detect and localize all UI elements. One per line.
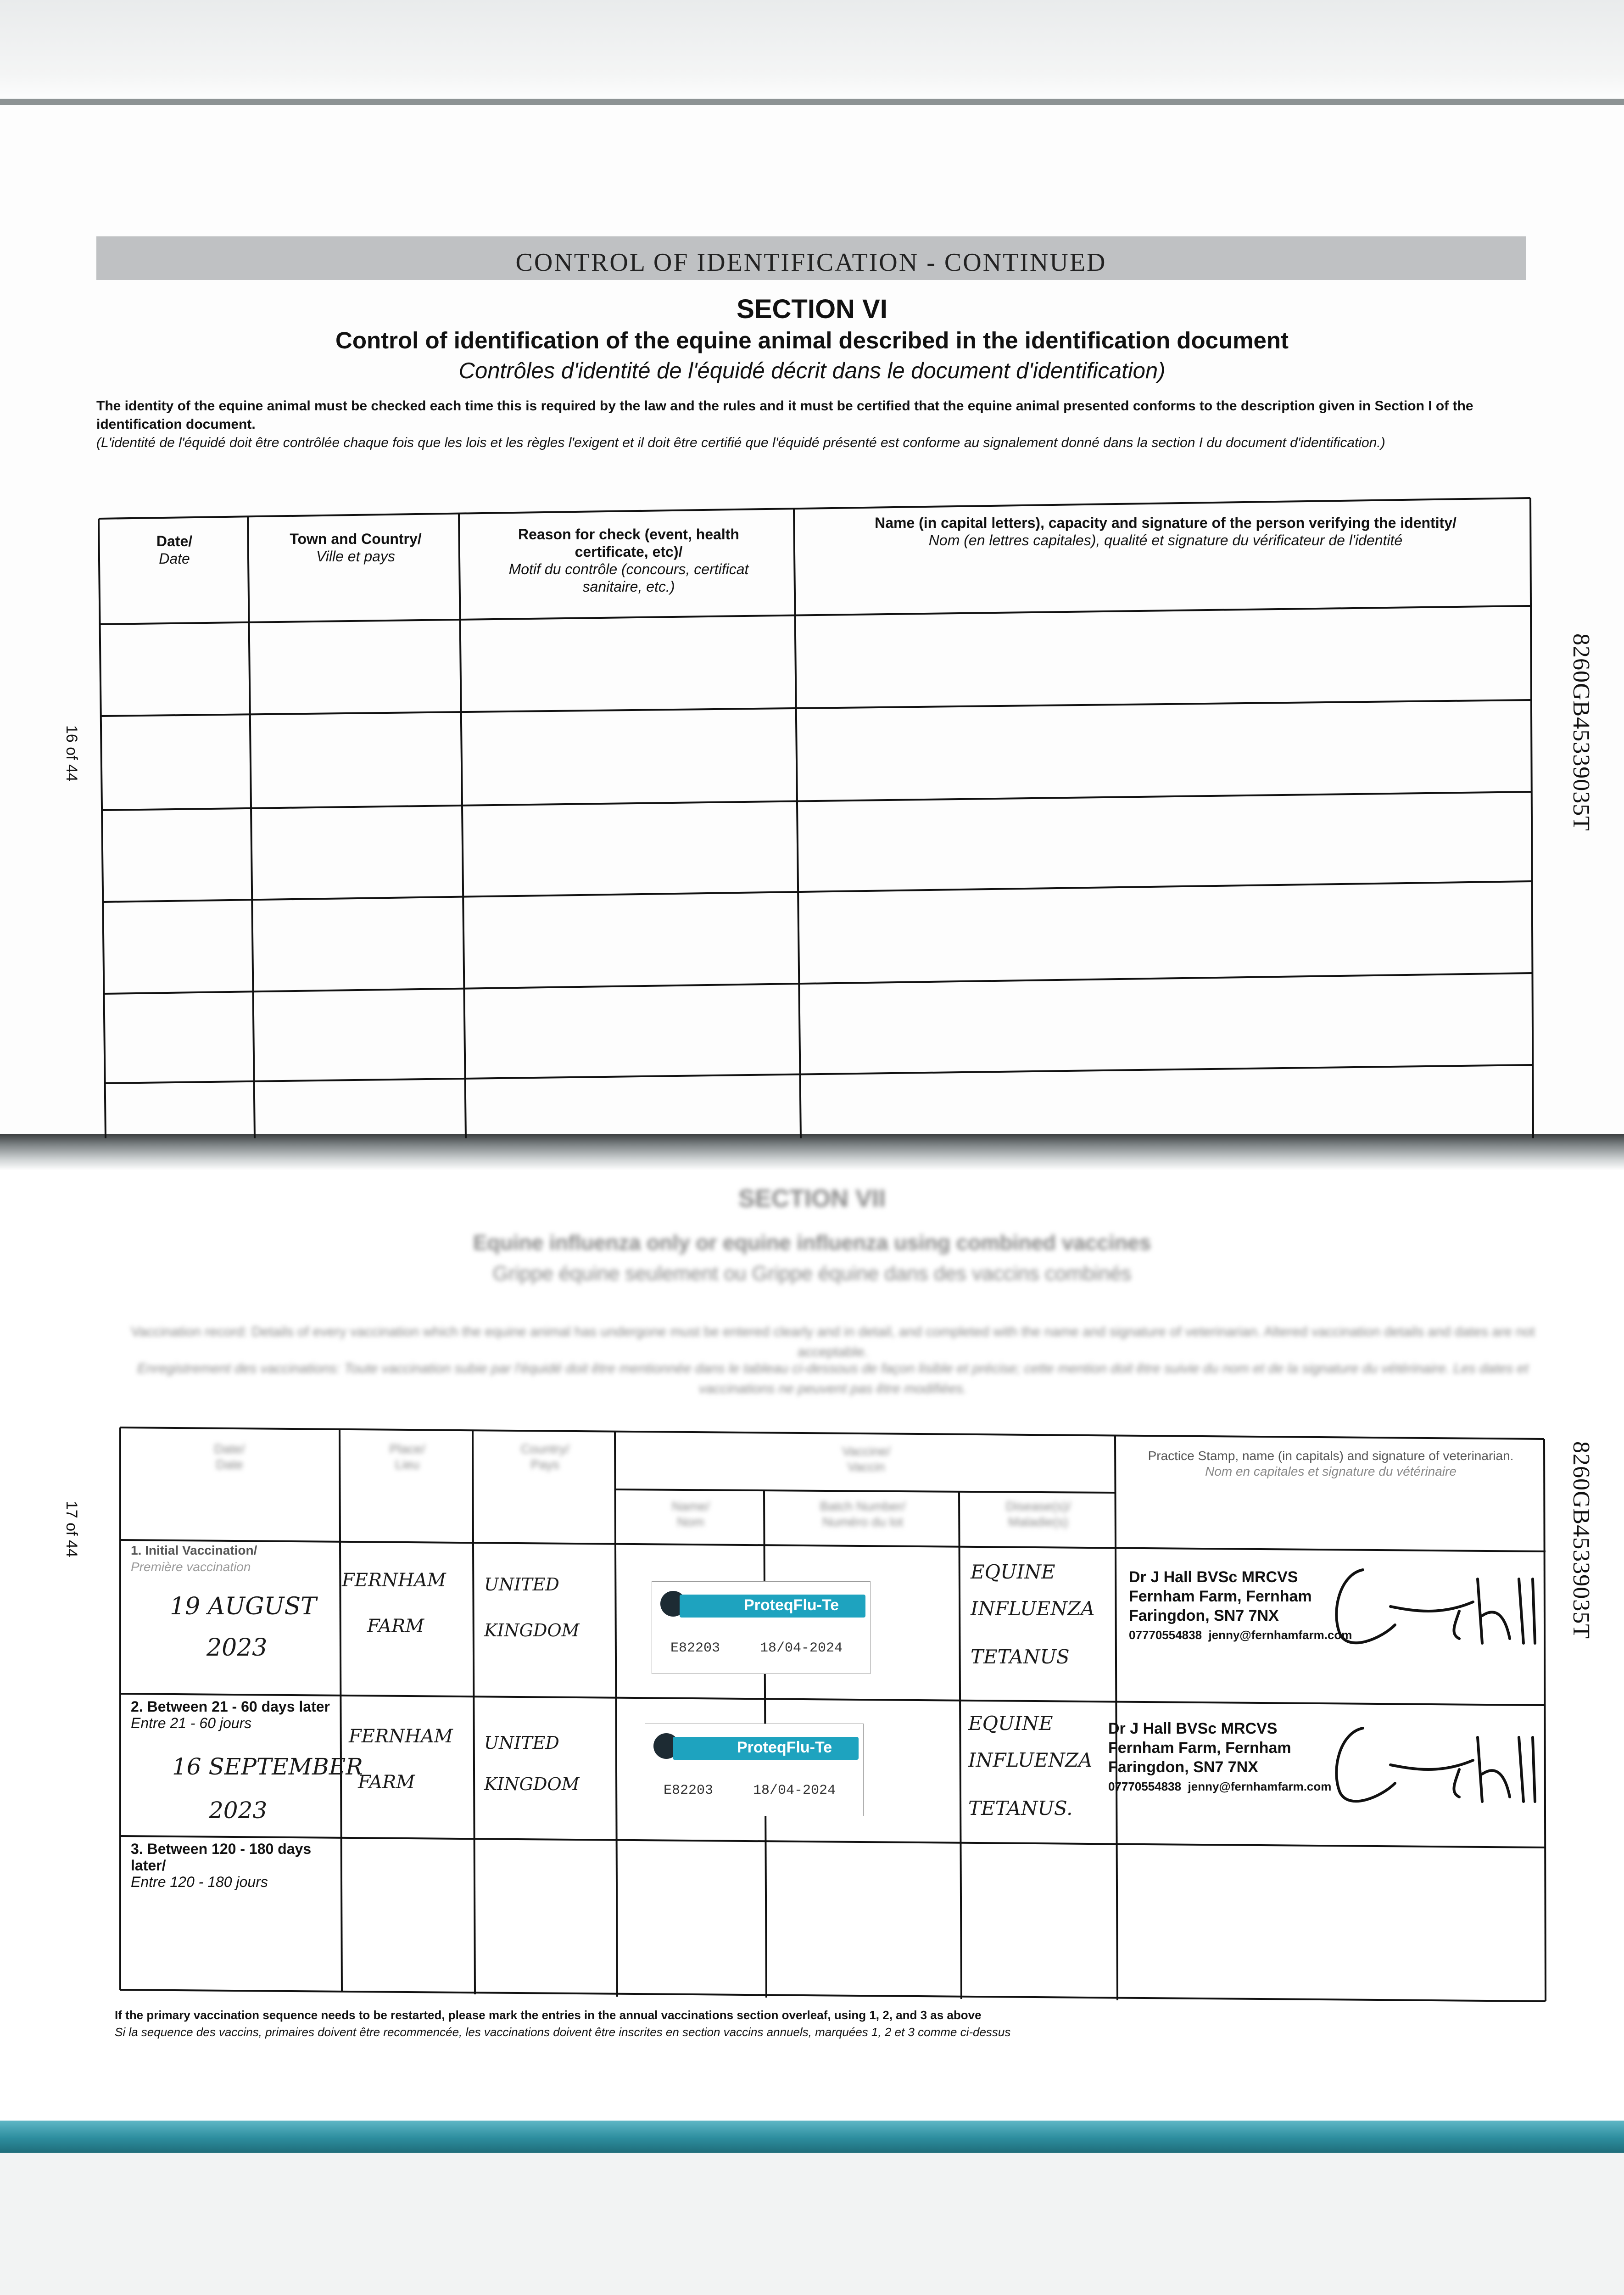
page-number: 17 of 44 bbox=[63, 1501, 80, 1557]
col-header-vacc-date: Date/ Date bbox=[214, 1442, 245, 1472]
hand-disease-line3: TETANUS. bbox=[968, 1797, 1073, 1819]
veterinarian-signature bbox=[1322, 1561, 1542, 1662]
col-header-diseases: Disease(s)/ Maladie(s) bbox=[1005, 1499, 1071, 1529]
col-header-batch-number: Batch Number/ Numéro du lot bbox=[820, 1499, 906, 1529]
col-header-reason: Reason for check (event, health certificate, etc)/ Motif du contrôle (concours, certificat sanitaire, etc.) bbox=[508, 526, 749, 595]
hand-place-line1: FERNHAM bbox=[349, 1726, 453, 1747]
hand-disease-line1: EQUINE bbox=[971, 1561, 1055, 1583]
stage-label-second: 2. Between 21 - 60 days later Entre 21 - 60 jours bbox=[131, 1698, 330, 1731]
col-header-place: Place/ Lieu bbox=[389, 1442, 425, 1472]
vaccine-brand: ProteqFlu-Te bbox=[737, 1739, 832, 1756]
hand-place-line1: FERNHAM bbox=[342, 1570, 446, 1591]
section-title: SECTION VI bbox=[737, 294, 887, 324]
stage-label-initial: 1. Initial Vaccination/ Première vaccination bbox=[131, 1543, 257, 1574]
footnote-en: If the primary vaccination sequence needs to be restarted, please mark the entries in the annual vaccinations section overleaf, using 1, 2, and 3 as above bbox=[115, 2008, 982, 2022]
col-header-town-country: Town and Country/ Ville et pays bbox=[290, 531, 422, 565]
hand-place-line2: FARM bbox=[367, 1616, 424, 1637]
practice-stamp: Dr J Hall BVSc MRCVS Fernham Farm, Fernham Faringdon, SN7 7NX 07770554838 jenny@fernhamfarm.com bbox=[1129, 1568, 1352, 1642]
hand-place-line2: FARM bbox=[358, 1772, 415, 1793]
hand-country-line1: UNITED bbox=[484, 1574, 559, 1595]
hand-disease-line2: INFLUENZA bbox=[968, 1749, 1093, 1771]
intro-text-en: The identity of the equine animal must be checked each time this is required by the law and the rules and it must be certified that the equine animal presented conforms to the description given in Section I of the identification document. bbox=[96, 398, 1473, 432]
veterinarian-signature bbox=[1322, 1719, 1542, 1820]
section-heading-vii-en: Equine influenza only or equine influenza using combined vaccines bbox=[473, 1231, 1151, 1254]
ueln-number: 8260GB45339035T bbox=[1568, 633, 1594, 831]
col-header-date: Date/ Date bbox=[156, 533, 193, 567]
intro-text-fr: (L'identité de l'équidé doit être contrôlée chaque fois que les lois et les règles l'exigent et il doit être certifié que l'équidé présenté est conforme au signalement donné dans la section I du document d'identification.) bbox=[96, 435, 1385, 450]
col-header-country: Country/ Pays bbox=[520, 1442, 569, 1472]
hand-date-line1: 19 AUGUST bbox=[170, 1593, 317, 1620]
vaccination-note-fr: Enregistrement des vaccinations: Toute vaccination subie par l'équidé doit être mentionnée dans le tableau ci-dessous de façon lisible et précise; cette mention doit être suivie du nom et de la signature du vétérinaire. Les dates et vaccinations ne peuvent pas être modifiées. bbox=[137, 1361, 1529, 1396]
col-header-practice-stamp: Practice Stamp, name (in capitals) and signature of veterinarian. Nom en capitales et signature du vétérinaire bbox=[1148, 1449, 1514, 1478]
vaccine-brand: ProteqFlu-Te bbox=[744, 1596, 839, 1614]
banner-title: CONTROL OF IDENTIFICATION - CONTINUED bbox=[515, 248, 1107, 277]
hand-date-line2: 2023 bbox=[206, 1634, 268, 1662]
hand-date-line1: 16 SEPTEMBER bbox=[172, 1753, 363, 1780]
page-number: 16 of 44 bbox=[63, 725, 80, 782]
vaccination-note-en: Vaccination record: Details of every vaccination which the equine animal has undergone must be entered clearly and in detail, and completed with the name and signature of veterinarian. Altered vaccination details and dates are not acceptable. bbox=[131, 1324, 1535, 1360]
vaccine-expiry: 18/04-2024 bbox=[753, 1783, 836, 1798]
footnote-fr: Si la sequence des vaccins, primaires doivent être recommencée, les vaccinations doivent être inscrites en section vaccins annuels, marquées 1, 2 et 3 comme ci-dessus bbox=[115, 2025, 1011, 2039]
section-heading-en: Control of identification of the equine animal described in the identification document bbox=[335, 327, 1289, 353]
hand-disease-line1: EQUINE bbox=[968, 1712, 1053, 1735]
vaccine-sticker bbox=[645, 1724, 864, 1816]
section-heading-fr: Contrôles d'identité de l'équidé décrit dans le document d'identification) bbox=[458, 358, 1166, 383]
stage-label-third: 3. Between 120 - 180 days later/ Entre 120 - 180 jours bbox=[131, 1841, 312, 1890]
vaccine-batch: E82203 bbox=[670, 1640, 720, 1656]
col-header-vaccine-name: Name/ Nom bbox=[671, 1499, 710, 1529]
vaccine-expiry: 18/04-2024 bbox=[760, 1640, 843, 1656]
vaccine-batch: E82203 bbox=[664, 1783, 714, 1798]
col-header-name-signature: Name (in capital letters), capacity and signature of the person verifying the identity/ Nom (en lettres capitales), qualité et signature du vérificateur de l'identité bbox=[875, 515, 1457, 549]
vaccine-sticker bbox=[652, 1581, 871, 1674]
section-heading-vii-fr: Grippe équine seulement ou Grippe équine dans des vaccins combinés bbox=[492, 1262, 1132, 1285]
hand-date-line2: 2023 bbox=[209, 1797, 268, 1824]
hand-country-line1: UNITED bbox=[484, 1733, 559, 1753]
hand-country-line2: KINGDOM bbox=[484, 1774, 580, 1794]
col-header-vaccine: Vaccine/ Vaccin bbox=[842, 1444, 891, 1474]
hand-country-line2: KINGDOM bbox=[484, 1620, 580, 1640]
ueln-number: 8260GB45339035T bbox=[1568, 1441, 1594, 1639]
section-title-vii: SECTION VII bbox=[738, 1185, 886, 1212]
practice-stamp: Dr J Hall BVSc MRCVS Fernham Farm, Fernham Faringdon, SN7 7NX 07770554838 jenny@fernhamfarm.com bbox=[1108, 1720, 1332, 1793]
hand-disease-line2: INFLUENZA bbox=[971, 1597, 1095, 1620]
hand-disease-line3: TETANUS bbox=[971, 1646, 1070, 1668]
